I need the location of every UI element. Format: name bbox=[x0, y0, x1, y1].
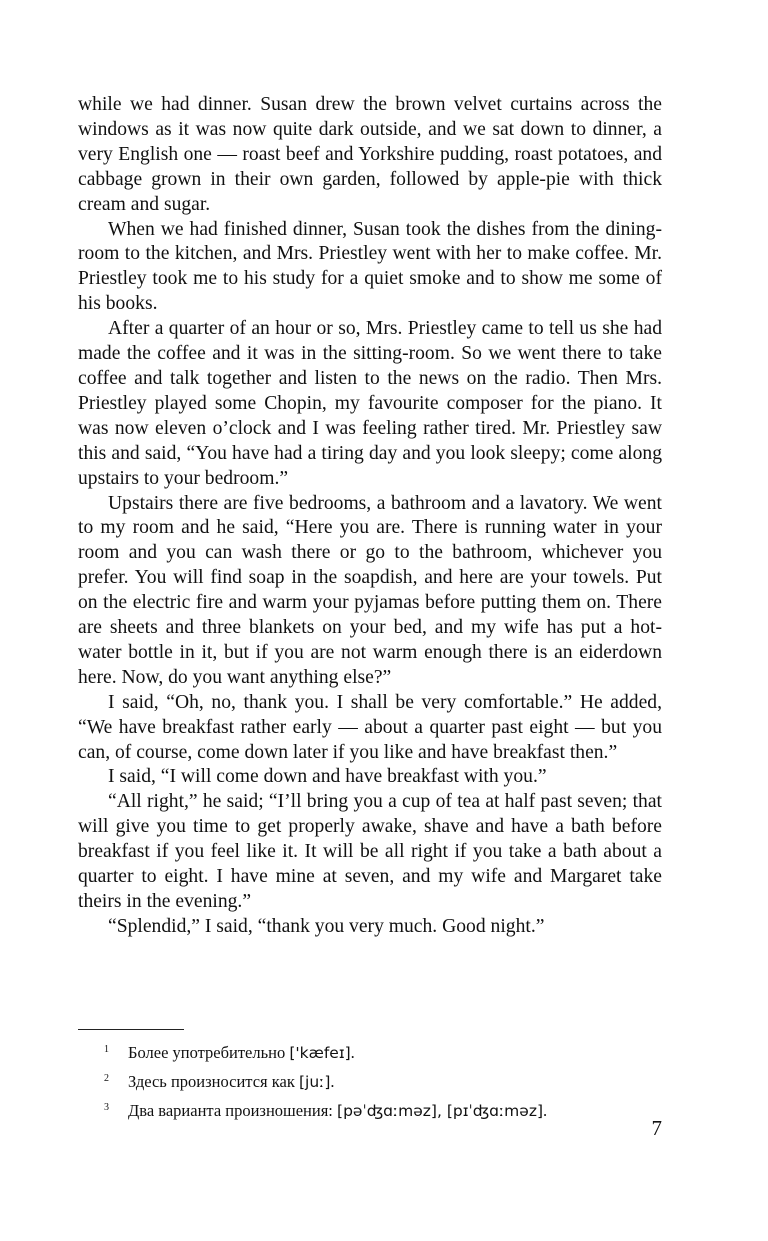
paragraph: I said, “I will come down and have breakfast with you.” bbox=[108, 766, 547, 788]
footnote-end: . bbox=[330, 1072, 335, 1091]
paragraph: Upstairs there are five bedrooms, a bathroom and a lavatory. We went to my room and he said, “Here you are. There is running water in your room and you can wash there or go to the bathroom, whichever you prefer. You will find soap in the soapdish, and here are your towels. Put on the electric fire and warm your pyjamas before putting them on. There are sheets and three blankets on your bed, and my wife has put a hot-water bottle in it, but if you are not warm enough there is an eiderdown here. Now, do you want anything else?” bbox=[78, 492, 662, 688]
page-number: 7 bbox=[651, 1116, 662, 1140]
footnote-text: Более употребительно bbox=[128, 1043, 290, 1062]
footnote-number: 2 bbox=[104, 1073, 109, 1084]
footnote-end: . bbox=[350, 1043, 355, 1062]
footnote-text: Здесь произносится как bbox=[128, 1072, 299, 1091]
footnote-transcription: ['kæfeɪ] bbox=[289, 1044, 351, 1062]
footnote-number: 3 bbox=[104, 1102, 109, 1113]
footnote-transcription: [juː] bbox=[298, 1073, 331, 1091]
paragraph: I said, “Oh, no, thank you. I shall be very comfortable.” He added, “We have breakfast rather early — about a quarter past eight — but you can, of course, come down later if you like and have breakfast then.” bbox=[78, 691, 662, 763]
paragraph: “All right,” he said; “I’ll bring you a cup of tea at half past seven; that will give you time to get properly awake, shave and have a bath before breakfast if you feel like it. It will be all right if you take a bath about a quarter to eight. I have mine at seven, and my wife and Margaret take theirs in the evening.” bbox=[78, 791, 662, 912]
paragraph: When we had finished dinner, Susan took the dishes from the dining-room to the kitchen, and Mrs. Priestley went with her to make coffee. Mr. Priestley took me to his study for a quiet smoke and to show me some of his books. bbox=[78, 218, 662, 315]
footnote bbox=[104, 1037, 664, 1066]
paragraph: After a quarter of an hour or so, Mrs. Priestley came to tell us she had made the coffee and it was in the sitting-room. So we went there to take coffee and talk together and listen to the news on the radio. Then Mrs. Priestley played some Chopin, my favourite composer for the piano. It was now eleven o’clock and I was feeling rather tired. Mr. Priestley saw this and said, “You have had a tiring day and you look sleepy; come along upstairs to your bedroom.” bbox=[78, 318, 662, 489]
footnote-transcription: [pəˈʤɑːməz], [pɪˈʤɑːməz] bbox=[337, 1102, 544, 1120]
footnote-number: 1 bbox=[104, 1044, 109, 1055]
paragraph: “Splendid,” I said, “thank you very much. Good night.” bbox=[108, 915, 545, 937]
footnote-text: Два варианта произношения: bbox=[128, 1101, 338, 1120]
body-text bbox=[78, 93, 662, 940]
footnote-divider bbox=[78, 1029, 184, 1030]
paragraph: while we had dinner. Susan drew the brown velvet curtains across the windows as it was now quite dark outside, and we sat down to dinner, a very English one — roast beef and Yorkshire pudding, roast potatoes, and cabbage grown in their own garden, followed by apple-pie with thick cream and sugar. bbox=[78, 94, 662, 215]
footnotes bbox=[104, 1037, 664, 1124]
footnote-end: . bbox=[543, 1101, 548, 1120]
footnote bbox=[104, 1095, 664, 1124]
footnote bbox=[104, 1066, 664, 1095]
